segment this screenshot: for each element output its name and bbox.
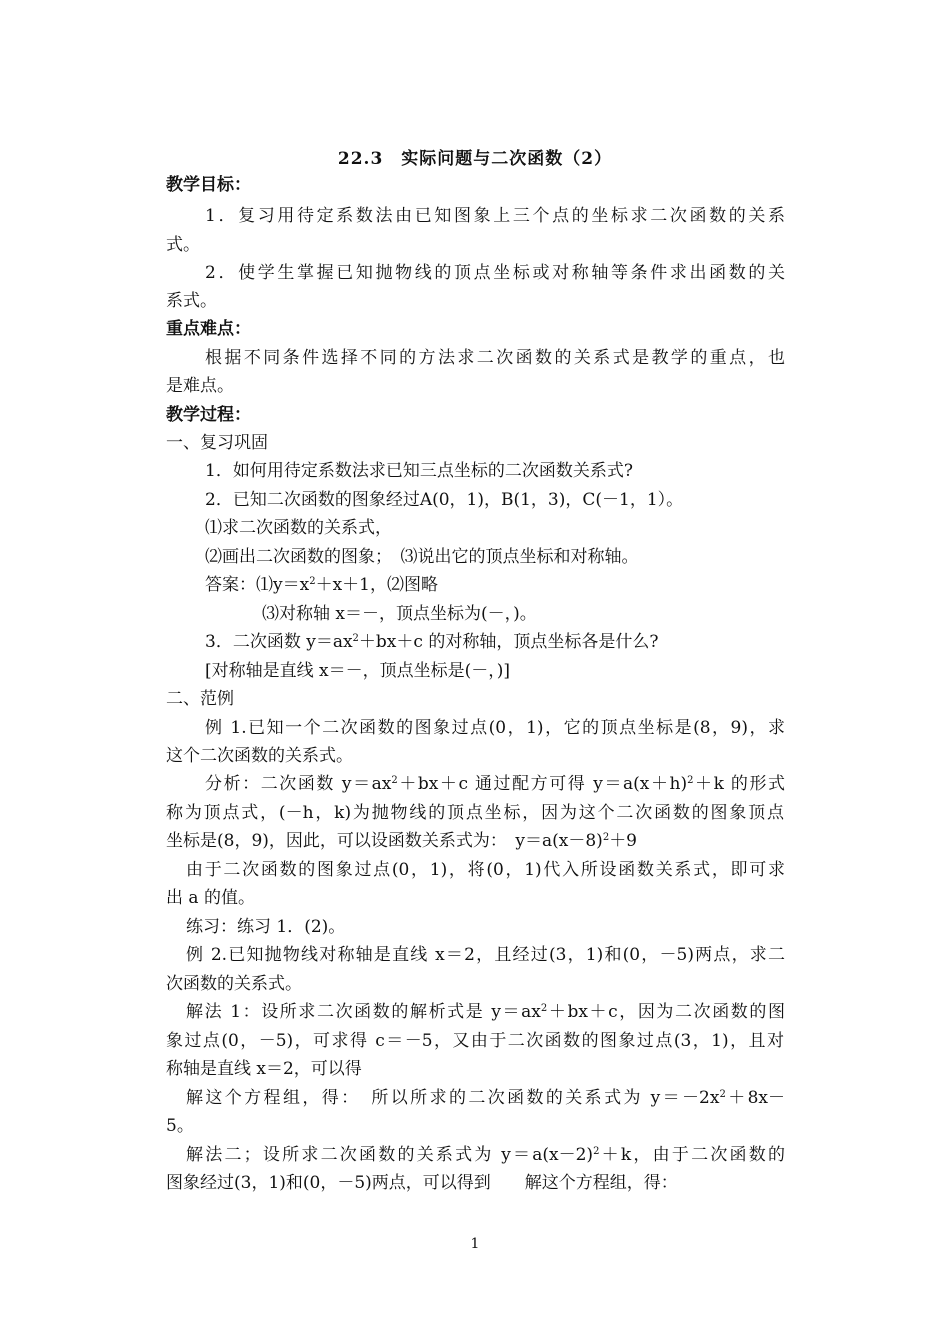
analysis-line-2: 称为顶点式，(－h，k)为抛物线的顶点坐标，因为这个二次函数的图象顶点 (166, 803, 784, 823)
substitution-line-2: 出 a 的值。 (166, 888, 255, 908)
answer-line-1: 答案：$⑴y=x^2+x+1$，⑵图略 (205, 575, 438, 595)
review-question-3: 3．二次函数 $y=ax^2+bx+c$ 的对称轴，顶点坐标各是什么? (205, 632, 659, 652)
example-1-line-1: 例 1.已知一个二次函数的图象过点(0，1)，它的顶点坐标是(8，9)，求 (205, 718, 785, 738)
method-1-line-4: 解这个方程组，得： 所以所求的二次函数的关系式为 $y=-2x^2+8x-$ (186, 1088, 785, 1108)
review-question-2-part-1: ⑴求二次函数的关系式， (205, 518, 392, 538)
process-heading: 教学过程： (166, 405, 251, 425)
key-points-line-2: 是难点。 (166, 376, 234, 396)
page-title: 22.3 实际问题与二次函数（2） (337, 149, 613, 169)
objective-2-line-2: 系式。 (166, 291, 217, 311)
method-1-line-2: 象过点(0，－5)，可求得 c＝－5，又由于二次函数的图象过点(3，1)，且对 (166, 1031, 784, 1051)
page-number: 1 (470, 1236, 480, 1252)
review-question-3-answer: [对称轴是直线 x＝－，顶点坐标是(－，)] (205, 661, 511, 681)
method-1-line-3: 称轴是直线 x＝2，可以得 (166, 1059, 362, 1079)
objectives-heading: 教学目标： (166, 175, 251, 195)
answer-line-2: ⑶对称轴 x＝－，顶点坐标为(－，)。 (262, 604, 537, 624)
example-2-line-1: 例 2.已知抛物线对称轴是直线 x＝2，且经过(3，1)和(0，－5)两点，求二 (186, 945, 785, 965)
key-points-heading: 重点难点： (166, 319, 251, 339)
substitution-line-1: 由于二次函数的图象过点(0，1)，将(0，1)代入所设函数关系式，即可求 (186, 860, 785, 880)
method-2-line-1: 解法二；设所求二次函数的关系式为 $y=a(x-2)^2+k$，由于二次函数的 (186, 1145, 785, 1165)
objective-1-line-2: 式。 (166, 235, 200, 255)
method-1-line-1: 解法 1：设所求二次函数的解析式是 $y=ax^2+bx+c$，因为二次函数的图 (186, 1002, 785, 1022)
objective-1-line-1: 1．复习用待定系数法由已知图象上三个点的坐标求二次函数的关系 (205, 206, 785, 226)
objective-2-line-1: 2．使学生掌握已知抛物线的顶点坐标或对称轴等条件求出函数的关 (205, 263, 785, 283)
review-question-1: 1．如何用待定系数法求已知三点坐标的二次函数关系式? (205, 461, 633, 481)
practice-line: 练习：练习 1．(2)。 (186, 917, 346, 937)
analysis-line-3: 坐标是(8，9)，因此，可以设函数关系式为： $y=a(x-8)^2+9$ (166, 831, 638, 851)
analysis-line-1: 分析：二次函数 $y=ax^2+bx+c$ 通过配方可得 $y=a(x+h)^2+k$ 的形式 (205, 774, 786, 794)
section-2-title: 二、范例 (166, 689, 234, 709)
method-1-line-5: 5。 (166, 1116, 194, 1136)
example-1-line-2: 这个二次函数的关系式。 (166, 746, 353, 766)
review-question-2: 2．已知二次函数的图象经过A(0，1)，B(1，3)，C(－1，1）。 (205, 490, 684, 510)
example-2-line-2: 次函数的关系式。 (166, 974, 302, 994)
key-points-line-1: 根据不同条件选择不同的方法求二次函数的关系式是教学的重点，也 (205, 348, 785, 368)
section-1-title: 一、复习巩固 (166, 433, 268, 453)
method-2-line-2: 图象经过(3，1)和(0，－5)两点，可以得到 解这个方程组，得： (166, 1173, 678, 1193)
review-question-2-part-2-3: ⑵画出二次函数的图象； ⑶说出它的顶点坐标和对称轴。 (205, 547, 639, 567)
